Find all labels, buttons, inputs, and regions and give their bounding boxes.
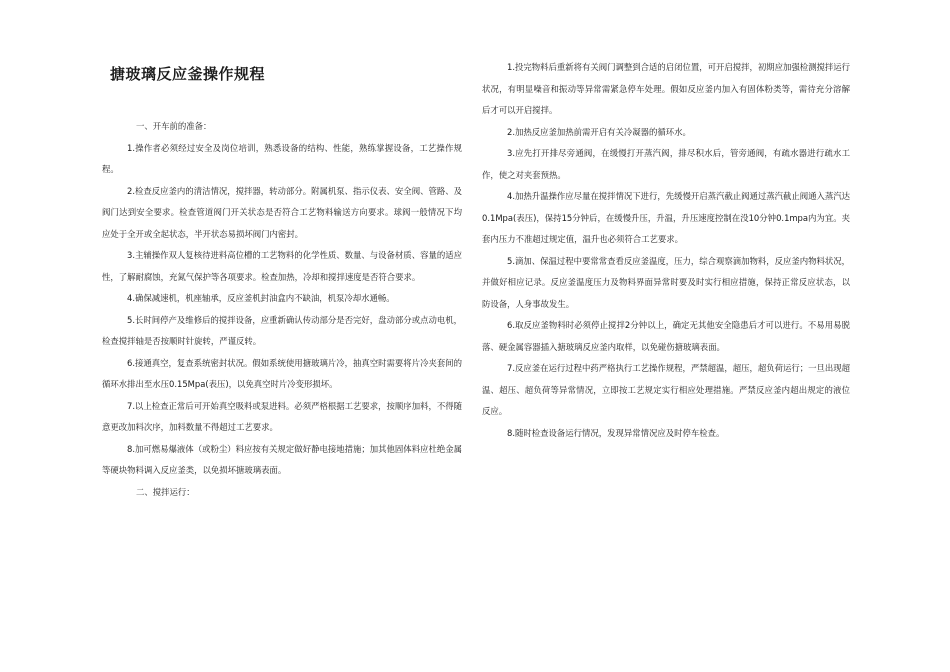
- paragraph: 6.取反应釜物料时必须停止搅拌2分钟以上，确定无其他安全隐患后才可以进行。不易用易脱落、硬金属容器插入搪玻璃反应釜内取样，以免碰伤搪玻璃表面。: [482, 320, 850, 352]
- section-heading-stirring: 二、搅拌运行：: [136, 486, 195, 497]
- left-column: [102, 116, 462, 503]
- paragraph: 3.主辅操作双人复核待进料高位槽的工艺物料的化学性质、数量、与设备材质、容量的适应性，了解耐腐蚀，充氮气保护等各项要求。检查加热，冷却和搅拌速度是否符合要求。: [102, 250, 462, 282]
- paragraph: 7.以上检查正常后可开始真空吸料或泵进料。必须严格根据工艺要求，按顺序加料，不得随意更改加料次序，加料数量不得超过工艺要求。: [102, 400, 462, 432]
- document-title: 搪玻璃反应釜操作规程: [110, 65, 266, 83]
- paragraph: 3.应先打开排尽旁通阀，在缓慢打开蒸汽阀，排尽积水后，管旁通阀，有疏水器进行疏水工作，使之对夹套预热。: [482, 148, 850, 180]
- paragraph: 5.长时间停产及维修后的搅拌设备，应重新确认传动部分是否完好，盘动部分或点动电机，检查搅拌轴是否按顺时针旋转，严谨反转。: [102, 314, 462, 346]
- paragraph: 2.检查反应釜内的清洁情况，搅拌器，转动部分。附属机泵、指示仪表、安全阀、管路、及阀门达到安全要求。检查管道阀门开关状态是否符合工艺物料输送方向要求。球阀一般情况下均应处于全开或全起状态，半开状态易损坏阀门内密封。: [102, 185, 462, 239]
- paragraph: 1.投完物料后重新将有关阀门调整到合适的启闭位置，可开启搅拌，初期应加强检测搅拌运行状况，有明显噪音和振动等异常需紧急停车处理。假如反应釜内加入有固体粉类等，需待充分溶解后才可以开启搅拌。: [482, 62, 850, 115]
- paragraph: 2.加热反应釜加热前需开启有关冷凝器的循环水。: [507, 126, 691, 137]
- paragraph: 8.加可燃易爆液体（或粉尘）料应按有关规定做好静电接地措施；加其他固体料应杜绝金属等硬块物料调入反应釜类，以免损坏搪玻璃表面。: [102, 443, 462, 475]
- section-heading-prep: 一、开车前的准备：: [136, 121, 212, 131]
- paragraph: 6.接通真空，复查系统密封状况。假如系统使用搪玻璃片冷，抽真空时需要将片冷夹套间的循环水排出至水压0.15Mpa(表压)，以免真空时片冷变形损坏。: [102, 357, 462, 389]
- paragraph: 8.随时检查设备运行情况，发现异常情况应及时停车检查。: [507, 427, 725, 438]
- paragraph: 4.确保减速机，机座轴承，反应釜机封油盒内不缺油，机泵冷却水通畅。: [127, 293, 395, 303]
- paragraph: 1.操作者必须经过安全及岗位培训，熟悉设备的结构、性能，熟练掌握设备，工艺操作规程。: [102, 142, 462, 174]
- paragraph: 7.反应釜在运行过程中药严格执行工艺操作规程，严禁超温，超压，超负荷运行；一旦出现超温、超压、超负荷等异常情况，立即按工艺规定实行相应处理措施。严禁反应釜内超出规定的液位反应。: [482, 363, 850, 416]
- paragraph: 5.滴加、保温过程中要常常查看反应釜温度，压力，综合观察滴加物料，反应釜内物料状况，并做好相应记录。反应釜温度压力及物料界面异常时要及时实行相应措施，保持正常反应状态，以防设备，人身事故发生。: [482, 255, 850, 309]
- right-column: [482, 57, 850, 444]
- paragraph: 4.加热升温操作应尽量在搅拌情况下进行，先缓慢开启蒸汽截止阀通过蒸汽截止阀通入蒸汽达0.1Mpa(表压)，保持15分钟后，在缓慢升压，升温，升压速度控制在没10分钟0.1mpa内为宜。夹套内压力不准超过规定值，温升也必须符合工艺要求。: [482, 191, 850, 244]
